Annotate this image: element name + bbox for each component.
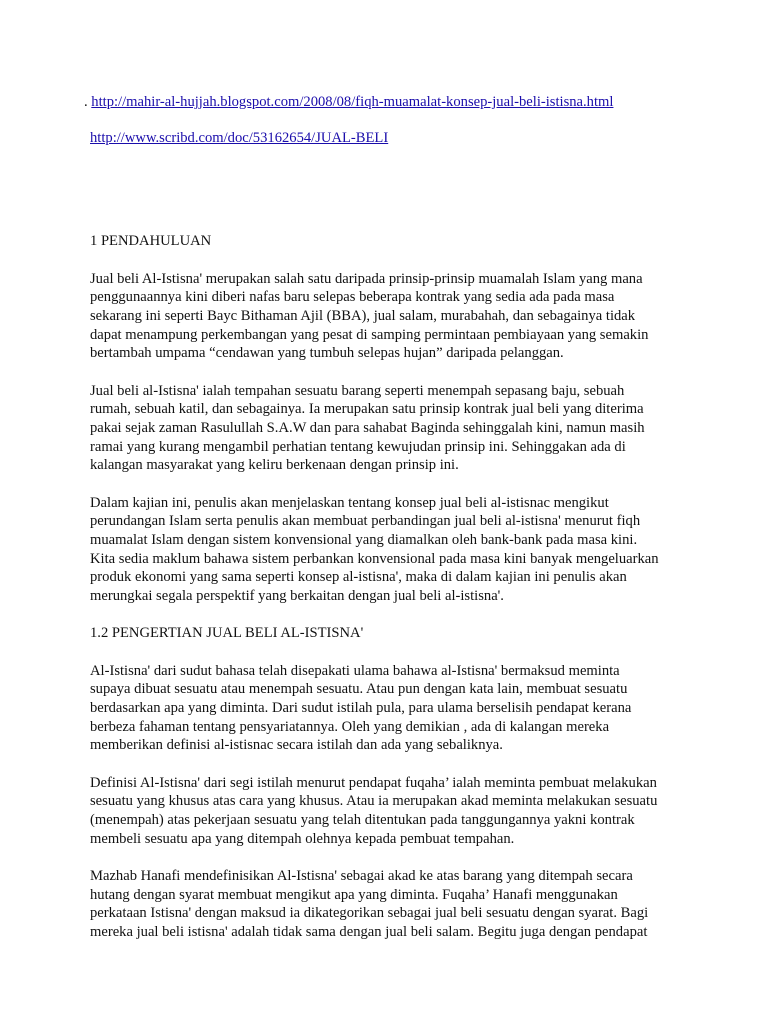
text-line: berbeza fahaman tentang pensyariatannya. Oleh yang demikian , ada di kalangan mereka bbox=[90, 718, 610, 735]
text-line: Jual beli al-Istisna' ialah tempahan sesuatu barang seperti menempah sepasang baju, sebuah bbox=[90, 382, 625, 399]
text-line: mereka jual beli istisna' adalah tidak sama dengan jual beli salam. Begitu juga dengan pendapat bbox=[90, 924, 648, 940]
blank-space bbox=[90, 147, 688, 232]
text-line: berdasarkan apa yang diminta. Dari sudut istilah pula, para ulama berselisih pendapat kerana bbox=[90, 700, 632, 717]
paragraph-5 bbox=[90, 774, 688, 848]
text-line: sesuatu yang khusus atas cara yang khusus. Atau ia merupakan akad meminta melakukan sesuatu bbox=[90, 793, 658, 810]
text-line: merungkai segala perspektif yang berkaitan dengan jual beli al-istisna'. bbox=[90, 587, 504, 604]
paragraph-2 bbox=[90, 382, 688, 475]
reference-link-scribd[interactable]: http://www.scribd.com/doc/53162654/JUAL-BELI bbox=[90, 129, 389, 146]
text-line: produk ekonomi yang sama seperti konsep al-istisna', maka di dalam kajian ini penulis akan bbox=[90, 569, 627, 586]
section-heading-pendahuluan: 1 PENDAHULUAN bbox=[90, 233, 212, 250]
text-line: rumah, sebuah katil, dan sebagainya. Ia merupakan satu prinsip kontrak jual beli yang diterima bbox=[90, 401, 644, 418]
reference-prefix: . bbox=[84, 94, 92, 110]
text-line: sekarang ini seperti Bayc Bithaman Ajil (BBA), jual salam, murabahah, dan sebagainya tidak bbox=[90, 307, 636, 324]
reference-line-2 bbox=[90, 129, 688, 148]
text-line: muamalat Islam dengan sistem konvensional yang diamalkan oleh bank-bank pada masa kini. bbox=[90, 531, 638, 548]
text-line: Al-Istisna' dari sudut bahasa telah disepakati ulama bahawa al-Istisna' bermaksud meminta bbox=[90, 662, 620, 679]
section-heading-pengertian: 1.2 PENGERTIAN JUAL BELI AL-ISTISNA' bbox=[90, 625, 364, 642]
text-line: kalangan masyarakat yang keliru berkenaan dengan prinsip ini. bbox=[90, 457, 459, 474]
text-line: (menempah) atas pekerjaan sesuatu yang telah ditentukan pada tanggungannya yakni kontrak bbox=[90, 812, 635, 829]
paragraph-1 bbox=[90, 270, 688, 363]
text-line: pakai sejak zaman Rasulullah S.A.W dan para sahabat Baginda sehinggalah kini, namun masih bbox=[90, 419, 645, 436]
paragraph-4 bbox=[90, 662, 688, 755]
paragraph-6 bbox=[90, 867, 688, 941]
text-line: Definisi Al-Istisna' dari segi istilah menurut pendapat fuqaha’ ialah meminta pembuat melakukan bbox=[90, 774, 657, 791]
text-line: bertambah umpama “cendawan yang tumbuh selepas hujan” daripada pelanggan. bbox=[90, 345, 564, 362]
text-line: supaya dibuat sesuatu atau menempah sesuatu. Atau pun dengan kata lain, membuat sesuatu bbox=[90, 681, 628, 698]
text-line: perkataan Istisna' dengan maksud ia dikategorikan sebagai jual beli sesuatu dengan syarat. Bagi bbox=[90, 905, 649, 922]
text-line: hutang dengan syarat membuat mengikut apa yang diminta. Fuqaha’ Hanafi menggunakan bbox=[90, 886, 618, 903]
text-line: membeli sesuatu apa yang ditempah olehnya kepada pembuat tempahan. bbox=[90, 830, 515, 847]
text-line: perundangan Islam serta penulis akan membuat perbandingan jual beli al-istisna' menurut fiqh bbox=[90, 513, 641, 530]
text-line: memberikan definisi al-istisnac secara istilah dan ada yang sebaliknya. bbox=[90, 737, 503, 754]
paragraph-3 bbox=[90, 494, 688, 606]
text-line: Kita sedia maklum bahawa sistem perbankan konvensional pada masa kini banyak mengeluarkan bbox=[90, 550, 659, 567]
reference-link-blogspot[interactable]: http://mahir-al-hujjah.blogspot.com/2008/08/fiqh-muamalat-konsep-jual-beli-istisna.html bbox=[91, 94, 614, 110]
text-line: penggunaannya kini diberi nafas baru selepas beberapa kontrak yang sedia ada pada masa bbox=[90, 289, 615, 306]
text-line: ramai yang kurang mengambil perhatian tentang kewujudan prinsip ini. Sehinggakan ada di bbox=[90, 438, 626, 455]
text-line: dapat menampung perkembangan yang pesat di samping permintaan pembiayaan yang semakin bbox=[90, 326, 649, 343]
text-line: Mazhab Hanafi mendefinisikan Al-Istisna' sebagai akad ke atas barang yang ditempah secara bbox=[90, 868, 633, 885]
reference-line-1 bbox=[84, 93, 688, 112]
text-line: Dalam kajian ini, penulis akan menjelaskan tentang konsep jual beli al-istisnac mengikut bbox=[90, 494, 609, 511]
text-line: Jual beli Al-Istisna' merupakan salah satu daripada prinsip-prinsip muamalah Islam yang mana bbox=[90, 270, 643, 287]
